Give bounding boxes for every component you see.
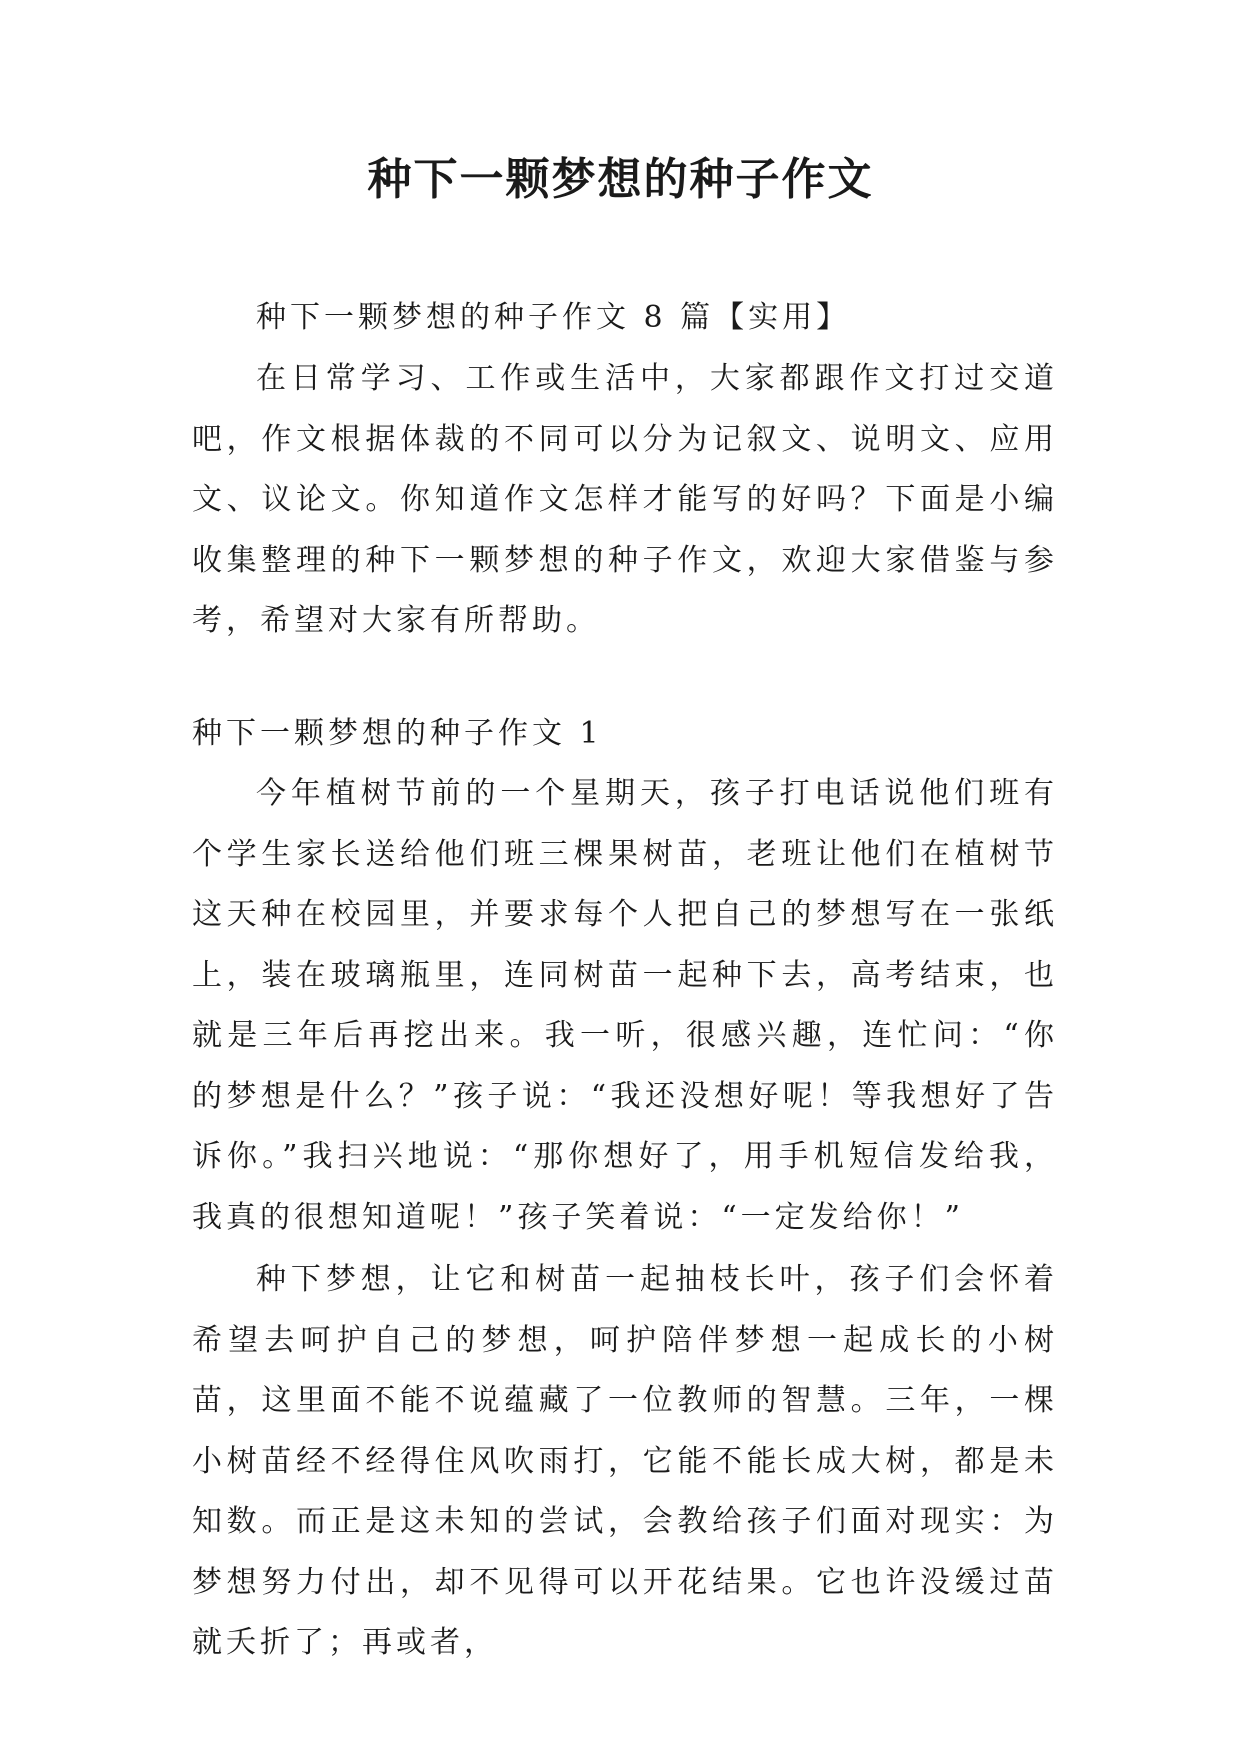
- document-title: 种下一颗梦想的种子作文: [367, 154, 874, 205]
- body-paragraph: 今年植树节前的一个星期天，孩子打电话说他们班有个学生家长送给他们班三棵果树苗，老班让他们在植树节这天种在校园里，并要求每个人把自己的梦想写在一张纸上，装在玻璃瓶里，连同树苗一起种下去，高考结束，也就是三年后再挖出来。我一听，很感兴趣，连忙问：“你的梦想是什么？”孩子说：“我还没想好呢！等我想好了告诉你。”我扫兴地说：“那你想好了，用手机短信发给我，我真的很想知道呢！”孩子笑着说：“一定发给你！”: [192, 776, 1058, 1235]
- section-heading: 种下一颗梦想的种子作文 1: [192, 716, 603, 751]
- intro-paragraph: 在日常学习、工作或生活中，大家都跟作文打过交道吧，作文根据体裁的不同可以分为记叙文、说明文、应用文、议论文。你知道作文怎样才能写的好吗？下面是小编收集整理的种下一颗梦想的种子作文，欢迎大家借鉴与参考，希望对大家有所帮助。: [192, 361, 1058, 638]
- body-paragraph: 种下梦想，让它和树苗一起抽枝长叶，孩子们会怀着希望去呵护自己的梦想，呵护陪伴梦想一起成长的小树苗，这里面不能不说蕴藏了一位教师的智慧。三年，一棵小树苗经不经得住风吹雨打，它能不能长成大树，都是未知数。而正是这未知的尝试，会教给孩子们面对现实：为梦想努力付出，却不见得可以开花结果。它也许没缓过苗就夭折了；再或者，: [192, 1262, 1058, 1660]
- document-subtitle: 种下一颗梦想的种子作文 8 篇【实用】: [256, 300, 851, 335]
